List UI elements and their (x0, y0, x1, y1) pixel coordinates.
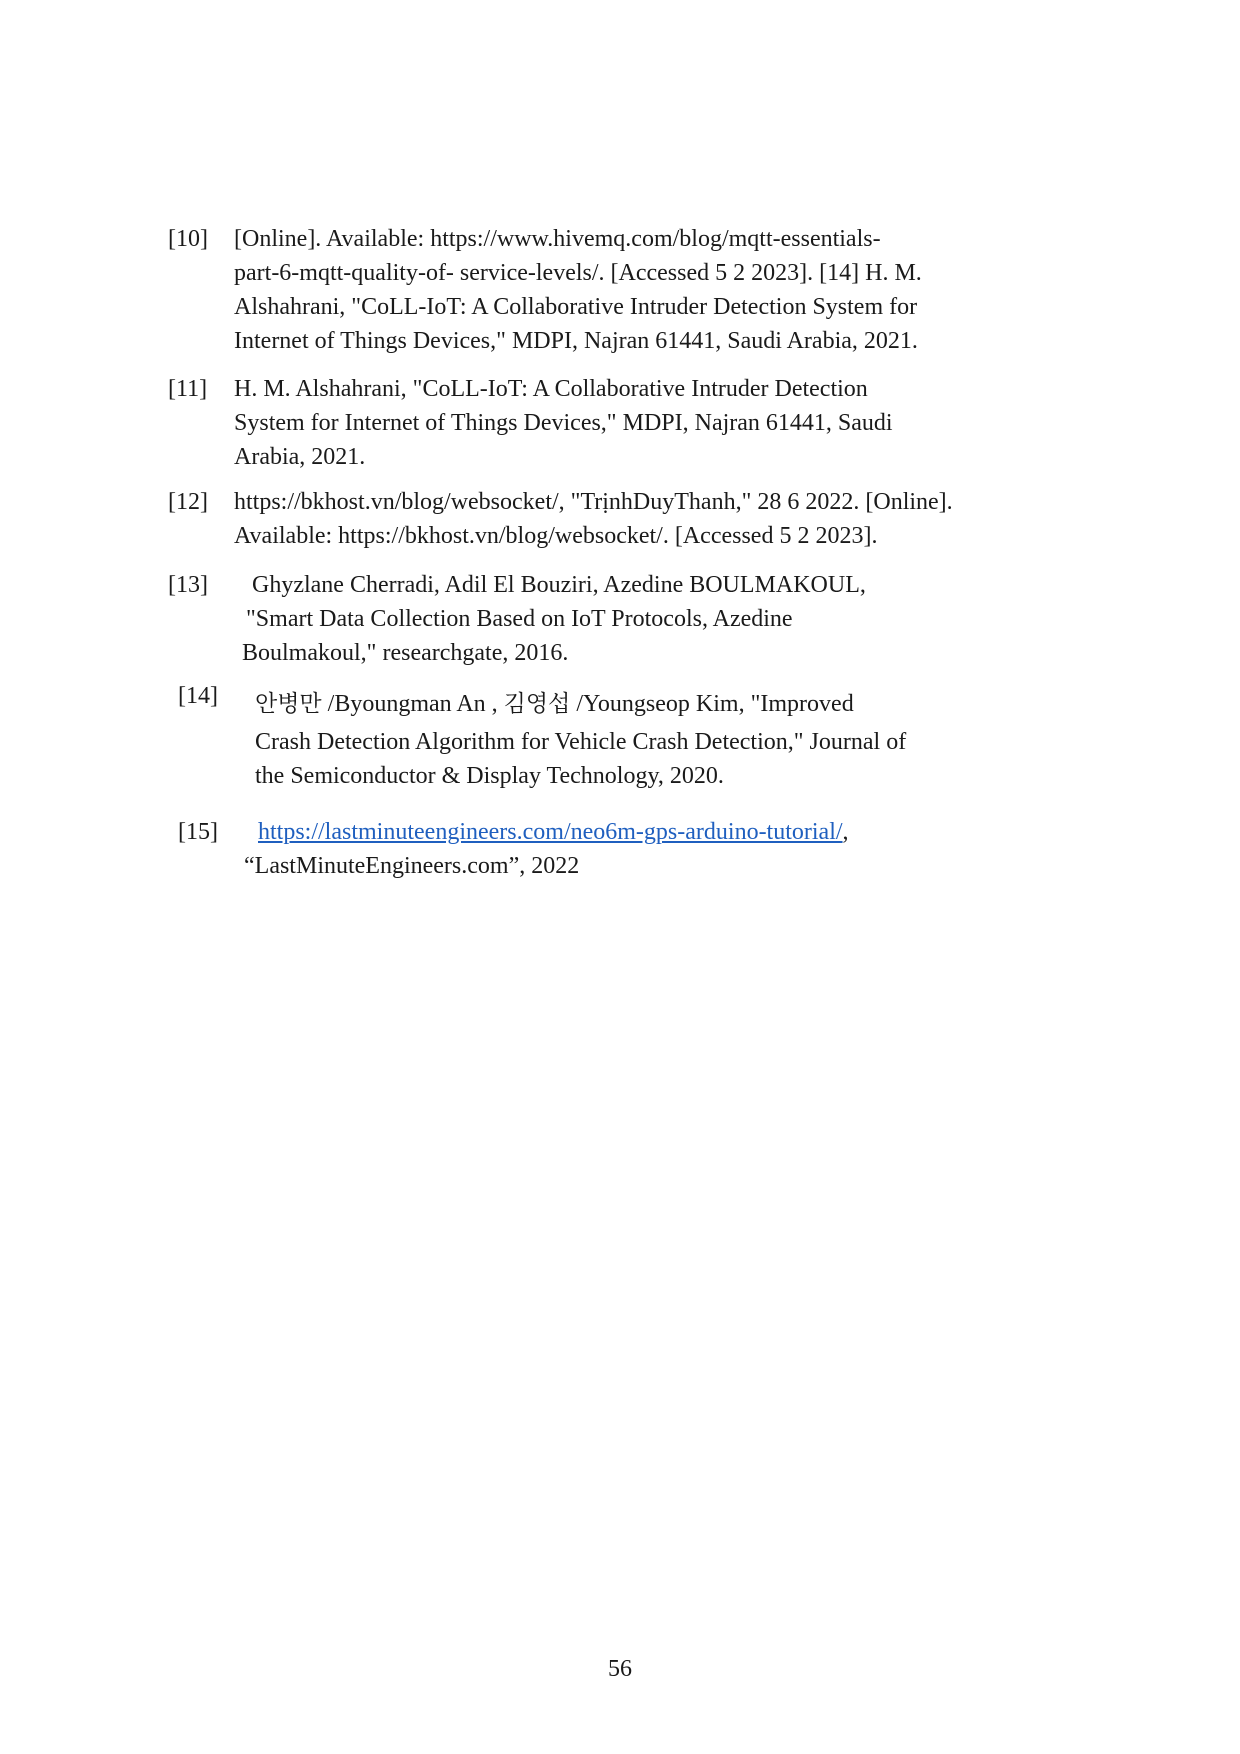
reference-line: https://lastminuteengineers.com/neo6m-gps-arduino-tutorial/, (258, 819, 849, 845)
reference-line: Available: https://bkhost.vn/blog/websocket/. [Accessed 5 2 2023]. (234, 523, 878, 549)
reference-line: Ghyzlane Cherradi, Adil El Bouziri, Azedine BOULMAKOUL, (252, 572, 866, 598)
reference-line: 안병만 /Byoungman An , 김영섭 /Youngseop Kim, "Improved (255, 691, 854, 717)
reference-14 (178, 683, 1058, 795)
author-name-korean: 김영섭 (503, 691, 571, 717)
reference-link[interactable]: https://lastminuteengineers.com/neo6m-gps-arduino-tutorial/ (258, 819, 843, 845)
reference-line: Boulmakoul," researchgate, 2016. (242, 640, 569, 666)
reference-line: "Smart Data Collection Based on IoT Protocols, Azedine (246, 606, 793, 632)
reference-line: “LastMinuteEngineers.com”, 2022 (244, 853, 580, 879)
reference-number: [13] (168, 572, 208, 598)
reference-11 (168, 372, 1048, 482)
reference-number: [14] (178, 683, 218, 709)
author-name-korean: 안병만 (255, 691, 322, 717)
reference-line: part-6-mqtt-quality-of- service-levels/. [Accessed 5 2 2023]. [14] H. M. (234, 260, 922, 286)
reference-line: the Semiconductor & Display Technology, 2020. (255, 763, 724, 789)
reference-line: Arabia, 2021. (234, 444, 366, 470)
reference-line: https://bkhost.vn/blog/websocket/, "TrịnhDuyThanh," 28 6 2022. [Online]. (234, 489, 953, 515)
reference-line: Crash Detection Algorithm for Vehicle Crash Detection," Journal of (255, 729, 907, 755)
reference-line: Internet of Things Devices," MDPI, Najran 61441, Saudi Arabia, 2021. (234, 328, 918, 354)
reference-line: System for Internet of Things Devices," MDPI, Najran 61441, Saudi (234, 410, 893, 436)
reference-10 (168, 222, 1048, 362)
reference-line: H. M. Alshahrani, "CoLL-IoT: A Collaborative Intruder Detection (234, 376, 868, 402)
reference-number: [15] (178, 819, 218, 845)
reference-12 (168, 485, 1068, 557)
reference-15 (178, 815, 1058, 887)
reference-number: [12] (168, 489, 208, 515)
reference-number: [10] (168, 226, 208, 252)
reference-line: [Online]. Available: https://www.hivemq.com/blog/mqtt-essentials- (234, 226, 881, 252)
reference-line: Alshahrani, "CoLL-IoT: A Collaborative Intruder Detection System for (234, 294, 918, 320)
page-number: 56 (608, 1656, 632, 1682)
reference-13 (168, 568, 1048, 673)
reference-number: [11] (168, 376, 208, 402)
